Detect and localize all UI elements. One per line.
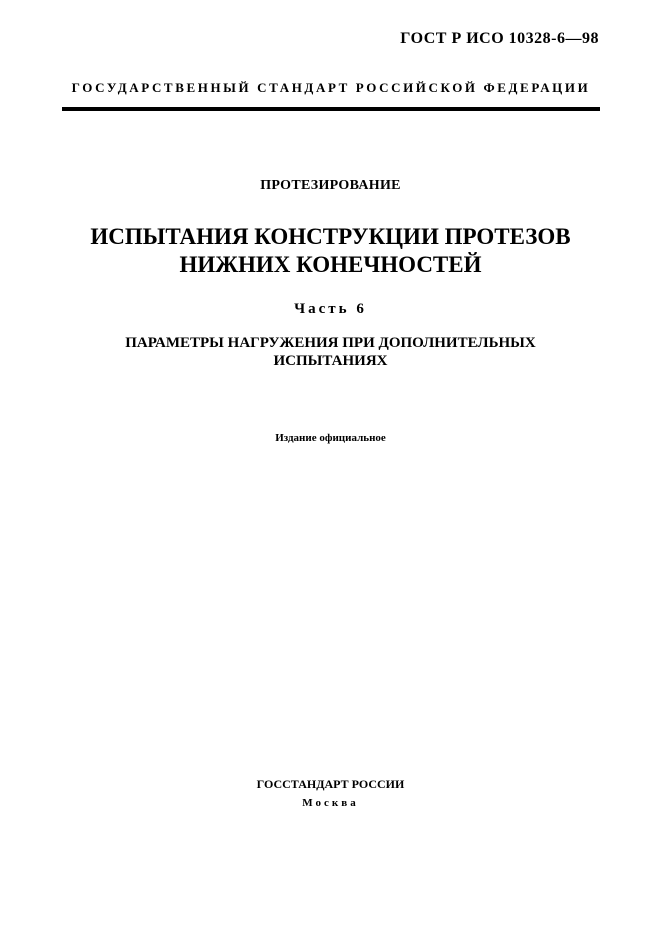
subtitle-line-1: ПАРАМЕТРЫ НАГРУЖЕНИЯ ПРИ ДОПОЛНИТЕЛЬНЫХ xyxy=(125,335,536,351)
document-code: ГОСТ Р ИСО 10328-6—98 xyxy=(400,30,599,47)
publication-city: Москва xyxy=(302,797,359,809)
state-standard-heading: ГОСУДАРСТВЕННЫЙ СТАНДАРТ РОССИЙСКОЙ ФЕДЕРАЦИИ xyxy=(71,80,591,95)
subtitle xyxy=(30,334,631,370)
main-title-line-2: НИЖНИХ КОНЕЧНОСТЕЙ xyxy=(179,252,482,277)
main-title xyxy=(30,223,631,279)
main-title-line-1: ИСПЫТАНИЯ КОНСТРУКЦИИ ПРОТЕЗОВ xyxy=(90,224,571,249)
category-heading: ПРОТЕЗИРОВАНИЕ xyxy=(260,178,401,193)
subtitle-line-2: ИСПЫТАНИЯХ xyxy=(273,353,388,369)
header-divider xyxy=(62,107,600,111)
part-number: Часть 6 xyxy=(294,301,367,317)
publisher: ГОССТАНДАРТ РОССИИ xyxy=(256,777,405,791)
edition-label: Издание официальное xyxy=(275,432,386,444)
